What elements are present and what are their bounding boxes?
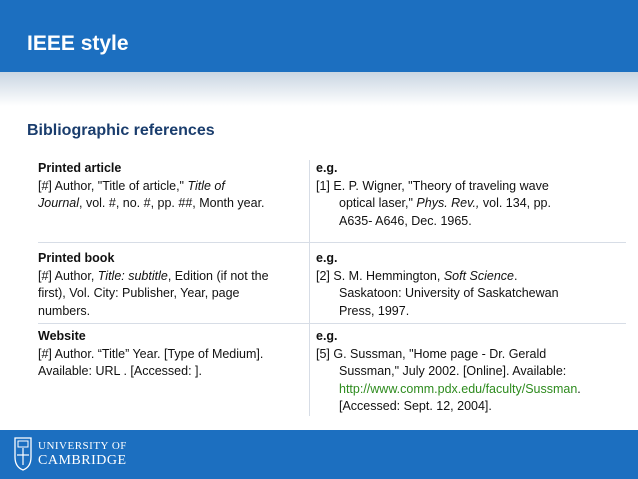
logo-line-1: UNIVERSITY OF [38, 440, 127, 452]
printed-article-example [316, 160, 626, 230]
format-heading: Printed article [38, 161, 122, 175]
example-line [316, 195, 626, 213]
format-line [38, 268, 308, 286]
text: [#] Author, "Title of article," [38, 178, 188, 193]
title-bar [0, 0, 638, 72]
example-heading: e.g. [316, 251, 338, 265]
example-line [316, 268, 626, 286]
printed-article-format [38, 160, 308, 213]
italic-text: Title of [187, 178, 225, 193]
italic-text: Soft Science [443, 268, 515, 283]
section-heading: Bibliographic references [27, 122, 215, 139]
example-line [316, 381, 626, 399]
row-separator [38, 323, 626, 324]
slide-title: IEEE style [27, 32, 129, 55]
row-separator [38, 242, 626, 243]
format-line: [#] Author. “Title” Year. [Type of Medium]. [38, 346, 264, 361]
university-crest-icon [14, 437, 32, 471]
website-format [38, 328, 308, 381]
text: . [577, 381, 581, 396]
italic-text: Journal [38, 196, 79, 210]
text: , Edition (if not the [167, 268, 269, 283]
logo-line-2: CAMBRIDGE [38, 453, 127, 468]
title-shadow [0, 72, 638, 106]
format-line [38, 178, 308, 196]
example-line: [Accessed: Sept. 12, 2004]. [339, 399, 492, 413]
text: vol. 134, pp. [479, 196, 551, 210]
format-line: numbers. [38, 303, 91, 318]
example-line: [5] G. Sussman, "Home page - Dr. Gerald [316, 346, 547, 361]
text: [#] Author, [38, 268, 98, 283]
text: [2] S. M. Hemmington, [316, 268, 444, 283]
example-heading: e.g. [316, 329, 338, 343]
printed-book-format [38, 250, 308, 320]
example-line: Sussman," July 2002. [Online]. Available: [339, 364, 567, 378]
format-heading: Printed book [38, 251, 115, 265]
text: optical laser," [339, 196, 417, 210]
printed-book-example [316, 250, 626, 320]
example-line: A635- A646, Dec. 1965. [339, 213, 472, 228]
format-line [38, 195, 308, 213]
format-line: Available: URL . [Accessed: ]. [38, 364, 202, 378]
italic-text: Phys. Rev., [416, 196, 480, 210]
italic-text: Title: subtitle [97, 268, 168, 283]
format-heading: Website [38, 329, 86, 343]
text: . [514, 268, 518, 283]
example-line: Saskatoon: University of Saskatchewan [339, 286, 559, 300]
website-example [316, 328, 626, 416]
text: , vol. #, no. #, pp. ##, Month year. [79, 196, 265, 210]
example-heading: e.g. [316, 161, 338, 175]
format-line: first), Vol. City: Publisher, Year, page [38, 286, 240, 300]
example-line: Press, 1997. [339, 303, 410, 318]
column-separator [309, 160, 310, 416]
example-line: [1] E. P. Wigner, "Theory of traveling wave [316, 178, 549, 193]
url-link[interactable]: http://www.comm.pdx.edu/faculty/Sussman [339, 381, 578, 396]
